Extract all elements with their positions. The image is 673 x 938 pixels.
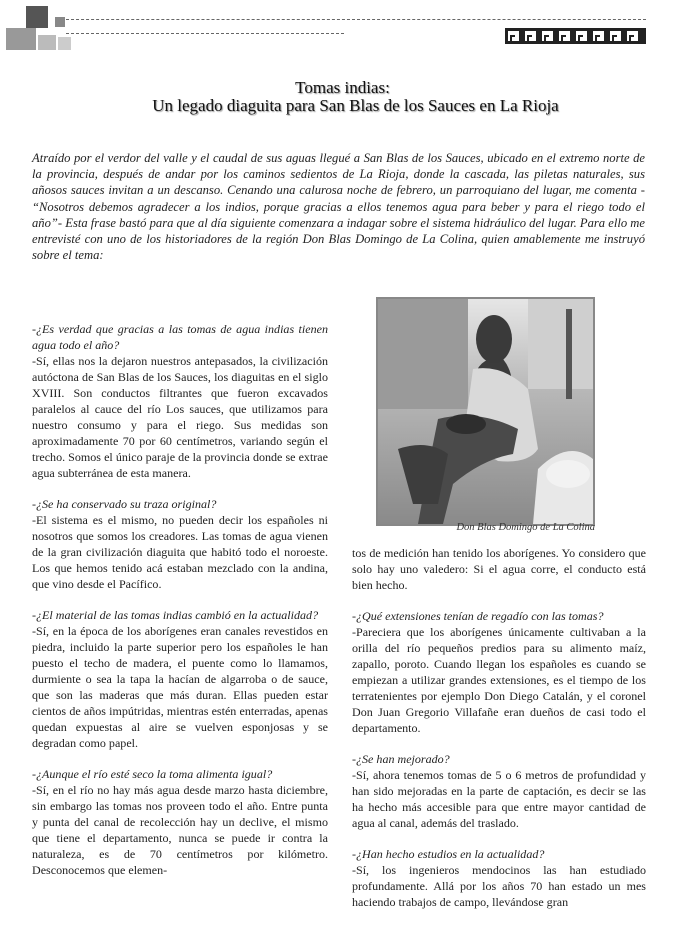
- interview-question: -¿Qué extensiones tenían de regadío con las tomas?: [352, 609, 604, 623]
- interviewee-photo: [376, 297, 595, 526]
- interview-answer: -Sí, en el río no hay más agua desde marzo hasta diciembre, sin embargo las tomas nos proveen todo el año. Entre punta y punta del canal de recolección hay un declive, el mismo que tiene el departamento, nunca se puede ir contra la naturaleza, es de 70 centímetros por kilómetro. Desconocemos que elemen-: [32, 783, 328, 877]
- interview-answer: -Pareciera que los aborígenes únicamente cultivaban a la orilla del río pequeños predios para su alimento maíz, zapallo, poroto. Cuando llegan los españoles es cuando se empiezan a utilizar grandes extensiones, es el tiempo de los terratenientes por ejemplo Don Diego Catalán, y el coronel Don Juan Gregorio Villafañe eran dueños de casi todo el departamento.: [352, 625, 646, 735]
- interview-answer: -Sí, en la época de los aborígenes eran canales revestidos en piedra, incluido la parte superior pero los españoles le han puesto el techo de madera, el puente como lo llamamos, durmiente o sea la tapa la hacían de algarroba o de sauce, que son las maderas que más duran. Ellas pueden estar cientos de años impútridas, mientras estén enterradas, apenas quedan expuestas al aire se vuelven esponjosas y se degradan como papel.: [32, 624, 328, 750]
- title-line-2: Un legado diaguita para San Blas de los Sauces en La Rioja: [152, 96, 559, 115]
- header-rule-bottom: [66, 33, 344, 34]
- greek-key-ornament: [505, 28, 646, 44]
- left-column: [32, 321, 328, 878]
- article-intro: Atraído por el verdor del valle y el caudal de sus aguas llegué a San Blas de los Sauces, ubicado en el extremo norte de la provincia, después de andar por los caminos sedientos de La Rioja, donde la cascada, las piletas naturales, sus añosos sauces invitan a un descanso. Cenando una calurosa noche de febrero, un parroquiano del lugar, me comenta - “Nosotros debemos agradecer a los indios, porque gracias a ellos tenemos agua para beber y para el riego todo el año”- Esta frase bastó para que al día siguiente comenzara a indagar sobre el sistema hidráulico del lugar. Para ello me entrevisté con uno de los historiadores de la región Don Blas Domingo de La Colina, quien amablemente me instruyó sobre el tema:: [32, 151, 645, 263]
- decor-square: [38, 35, 56, 50]
- interview-question: -¿Se han mejorado?: [352, 752, 450, 766]
- interview-question: -¿Es verdad que gracias a las tomas de agua indias tienen agua todo el año?: [32, 322, 328, 352]
- decor-square: [26, 6, 48, 28]
- interview-answer-continuation: tos de medición han tenido los aborígenes. Yo considero que solo hay uno valedero: Si el agua corre, el conducto está bien hecho.: [352, 546, 646, 592]
- title-line-1: Tomas indias:: [295, 78, 390, 97]
- interview-answer: -Sí, ellas nos la dejaron nuestros antepasados, la civilización autóctona de San Blas de los Sauces, los diaguitas en el siglo XVIII. Son conductos filtrantes que fueron excavados paralelos al cauce del río Los sauces, que utilizamos para nuestro consumo y para el riego. Sus medidas son aproximadamente 70 por 60 centímetros, variando según el trecho. Somos el único paraje de la provincia donde se extrae agua subterránea de esta manera.: [32, 354, 328, 480]
- interview-answer: -Sí, ahora tenemos tomas de 5 o 6 metros de profundidad y han sido mejoradas en la parte de captación, es decir se las ha hecho más accesible para que entre mayor cantidad de agua al canal, además del traslado.: [352, 768, 646, 830]
- interview-question: -¿Aunque el río esté seco la toma alimenta igual?: [32, 767, 273, 781]
- interview-answer: -Sí, los ingenieros mendocinos las han estudiado profundamente. Allá por los años 70 han estado un mes haciendo trabajos de campo, llevándose gran: [352, 863, 646, 909]
- decor-square: [58, 37, 71, 50]
- interview-question: -¿Han hecho estudios en la actualidad?: [352, 847, 545, 861]
- photo-caption: Don Blas Domingo de La Colina: [456, 522, 595, 533]
- interview-question: -¿Se ha conservado su traza original?: [32, 497, 217, 511]
- decor-square: [55, 17, 65, 27]
- header-rule-top: [66, 19, 646, 20]
- interview-answer: -El sistema es el mismo, no pueden decir los españoles ni nosotros que somos los creadores. Las tomas de agua vienen de la gran civilización diaguita que habitó todo el noroeste. Los que hemos tenido acá estaban mezclado con la andina, que vino desde el Pacífico.: [32, 513, 328, 591]
- right-column: [352, 545, 646, 910]
- interview-question: -¿El material de las tomas indias cambió en la actualidad?: [32, 608, 319, 622]
- article-title: [0, 78, 673, 116]
- decor-square: [6, 28, 36, 50]
